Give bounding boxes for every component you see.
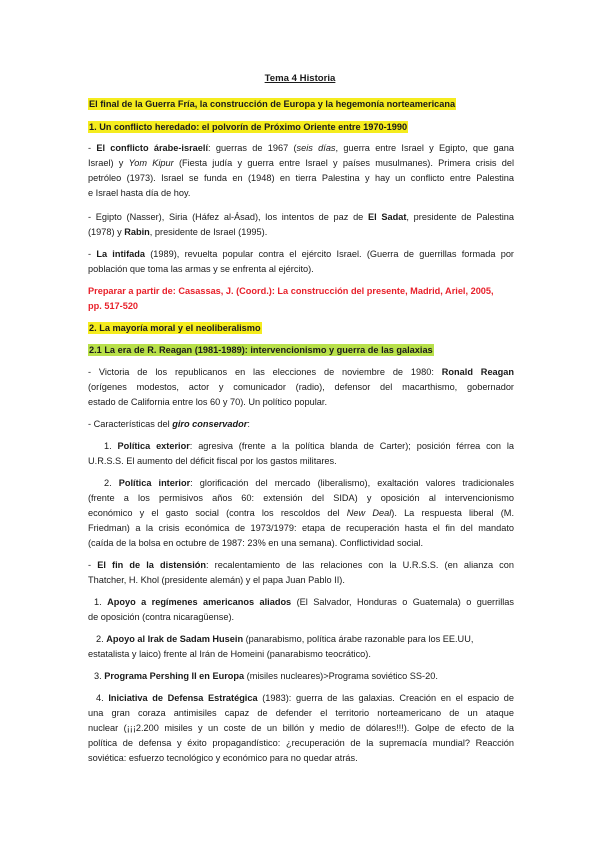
section-1-heading-text: 1. Un conflicto heredado: el polvorín de Próximo Oriente entre 1970-1990 [89,122,408,132]
paragraph-line: estatalista y laico) frente al Irán de Homeini (panarabismo teocrático). [88,649,371,659]
paragraph-line: Israel) y Yom Kipur (Fiesta judía y guerra entre Israel y países musulmanes). Primera crisis del [88,158,514,168]
section-1-heading [88,121,514,134]
paragraph-line: económico y el gasto social (contra los rescoldos del New Deal). La respuesta liberal (M. [88,508,514,518]
paragraph-line: estado de California entre los 60 y 70). Un político popular. [88,397,328,407]
list-item: 1. Apoyo a regímenes americanos aliados (El Salvador, Honduras o Guatemala) o guerrillas [94,597,514,607]
paragraph-line: (caída de la bolsa en octubre de 1987: 23% en una semana). Conflictividad social. [88,538,424,548]
paragraph-line: una gran coraza antimisiles capaz de defender el territorio norteamericano de un ataque [88,708,514,718]
section-2-1-heading [88,344,514,357]
paragraph-line: - Egipto (Nasser), Siria (Háfez al-Ásad), los intentos de paz de El Sadat, presidente de Palestina [88,212,514,222]
list-item: 3. Programa Pershing II en Europa (misiles nucleares)>Programa soviético SS-20. [94,671,438,681]
paragraph-line: - Victoria de los republicanos en las elecciones de noviembre de 1980: Ronald Reagan [88,367,514,377]
paragraph-line: de oposición (contra nicaragüense). [88,612,235,622]
paragraph-line: (1978) y Rabin, presidente de Israel (1995). [88,227,268,237]
document-title: Tema 4 Historia [264,73,336,84]
reference-line: Preparar a partir de: Casassas, J. (Coord.): La construcción del presente, Madrid, Ariel, 2005, [88,286,494,296]
list-item: 4. Iniciativa de Defensa Estratégica (1983): guerra de las galaxias. Creación en el espacio de [96,693,514,703]
paragraph-line: Friedman) a la crisis económica de 1973/1979: etapa de recuperación hasta el fin del mandato [88,523,514,533]
main-heading [88,98,514,111]
paragraph-line: Thatcher, H. Khol (presidente alemán) y el papa Juan Pablo II). [88,575,345,585]
reference-line: pp. 517-520 [88,301,139,311]
paragraph-line: petróleo (1973). Israel se funda en (1948) en tierra Palestina y hay un conflicto entre Palestina [88,173,514,183]
paragraph-line: - El conflicto árabe-israelí: guerras de 1967 (seis días, guerra entre Israel y Egipto, que gana [88,143,514,153]
section-2-1-heading-text: 2.1 La era de R. Reagan (1981-1989): intervencionismo y guerra de las galaxias [89,345,433,355]
section-2-heading [88,322,514,335]
main-heading-text: El final de la Guerra Fría, la construcción de Europa y la hegemonía norteamericana [89,99,456,109]
paragraph-line: (orígenes modestos, actor y comunicador (radio), defensor del macarthismo, gobernador [88,382,514,392]
paragraph-line: - La intifada (1989), revuelta popular contra el ejército Israel. (Guerra de guerrillas formada por [88,249,514,259]
paragraph-line: población que toma las armas y se enfrenta al ejército). [88,264,314,274]
paragraph-line: e Israel hasta día de hoy. [88,188,191,198]
list-item: 1. Política exterior: agresiva (frente a la política blanda de Carter); posición férrea con la [104,441,514,451]
paragraph-line: (frente a los permisivos años 60: extensión del SIDA) y oposición al intervencionismo [88,493,514,503]
list-item: 2. Apoyo al Irak de Sadam Husein (panarabismo, política árabe razonable para los EE.UU, [96,634,474,644]
paragraph-line: soviética: esfuerzo tecnológico y económico para no quedar atrás. [88,753,358,763]
paragraph-line: política de defensa y éxito propagandístico: ¿recuperación de la supremacía mundial? Reacción [88,738,514,748]
paragraph-line: nuclear (¡¡¡2.200 misiles y un coste de un billón y medio de dólares!!!). Golpe de efecto de la [88,723,514,733]
paragraph-line: U.R.S.S. El aumento del déficit fiscal por los gastos militares. [88,456,337,466]
list-item: 2. Política interior: glorificación del mercado (liberalismo), exaltación valores tradicionales [104,478,514,488]
paragraph-line: - El fin de la distensión: recalentamiento de las relaciones con la U.R.S.S. (en alianza con [88,560,514,570]
paragraph-line: - Características del giro conservador: [88,419,250,429]
section-2-heading-text: 2. La mayoría moral y el neoliberalismo [89,323,261,333]
